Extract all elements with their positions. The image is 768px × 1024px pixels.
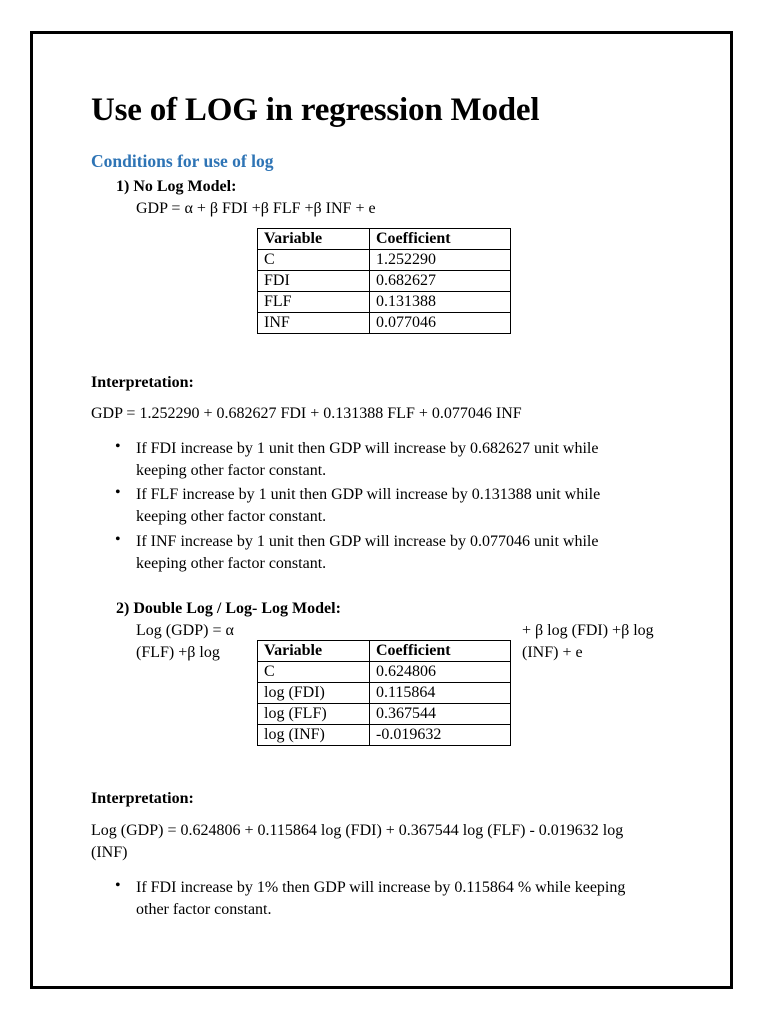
section2-equation-right-1: + β log (FDI) +β log: [522, 622, 654, 639]
table-cell: 0.682627: [370, 271, 511, 292]
coefficient-table-2: [257, 640, 511, 746]
section1-heading: 1) No Log Model:: [116, 178, 237, 195]
bullet-text: If FDI increase by 1% then GDP will increase by 0.115864 % while keeping: [136, 879, 626, 896]
table-cell: -0.019632: [370, 725, 511, 746]
interpretation-label-1: Interpretation:: [91, 374, 194, 391]
section2-heading: 2) Double Log / Log- Log Model:: [116, 600, 341, 617]
table-header-cell: Coefficient: [370, 641, 511, 662]
table-cell: 0.131388: [370, 292, 511, 313]
bullet-text: If FLF increase by 1 unit then GDP will increase by 0.131388 unit while: [136, 486, 601, 503]
table-cell: 0.115864: [370, 683, 511, 704]
table-row: [258, 292, 511, 313]
table-cell: 0.624806: [370, 662, 511, 683]
bullet-icon: •: [115, 531, 121, 548]
table-header-cell: Variable: [258, 641, 370, 662]
table-header-cell: Coefficient: [370, 229, 511, 250]
table-cell: INF: [258, 313, 370, 334]
table-row: [258, 704, 511, 725]
section2-equation-left-1: Log (GDP) = α: [136, 622, 234, 639]
bullet-icon: •: [115, 438, 121, 455]
interpretation-equation-1: GDP = 1.252290 + 0.682627 FDI + 0.131388 FLF + 0.077046 INF: [91, 405, 522, 422]
table-row: [258, 271, 511, 292]
interpretation-equation-2: Log (GDP) = 0.624806 + 0.115864 log (FDI) + 0.367544 log (FLF) - 0.019632 log: [91, 822, 624, 839]
table-row: [258, 250, 511, 271]
interpretation-equation-2-cont: (INF): [91, 844, 128, 861]
table-cell: log (FLF): [258, 704, 370, 725]
interpretation-label-2: Interpretation:: [91, 790, 194, 807]
section2-equation-right-2: (INF) + e: [522, 644, 583, 661]
section2-equation-left-2: (FLF) +β log: [136, 644, 220, 661]
table-cell: 1.252290: [370, 250, 511, 271]
table-cell: 0.077046: [370, 313, 511, 334]
bullet-text: other factor constant.: [136, 901, 272, 918]
page-title: Use of LOG in regression Model: [91, 92, 540, 128]
bullet-text: If INF increase by 1 unit then GDP will increase by 0.077046 unit while: [136, 533, 599, 550]
table-header-row: [258, 641, 511, 662]
table-cell: C: [258, 662, 370, 683]
table-cell: FDI: [258, 271, 370, 292]
table-cell: log (INF): [258, 725, 370, 746]
table-row: [258, 725, 511, 746]
bullet-icon: •: [115, 484, 121, 501]
table-cell: FLF: [258, 292, 370, 313]
bullet-text: keeping other factor constant.: [136, 508, 327, 525]
table-row: [258, 683, 511, 704]
table-cell: C: [258, 250, 370, 271]
bullet-text: If FDI increase by 1 unit then GDP will increase by 0.682627 unit while: [136, 440, 599, 457]
bullet-icon: •: [115, 877, 121, 894]
bullet-text: keeping other factor constant.: [136, 462, 327, 479]
table-header-row: [258, 229, 511, 250]
table-row: [258, 662, 511, 683]
table-header-cell: Variable: [258, 229, 370, 250]
section-subtitle: Conditions for use of log: [91, 151, 274, 171]
table-cell: log (FDI): [258, 683, 370, 704]
table-cell: 0.367544: [370, 704, 511, 725]
section1-equation: GDP = α + β FDI +β FLF +β INF + e: [136, 200, 376, 217]
bullet-text: keeping other factor constant.: [136, 555, 327, 572]
table-row: [258, 313, 511, 334]
coefficient-table-1: [257, 228, 511, 334]
